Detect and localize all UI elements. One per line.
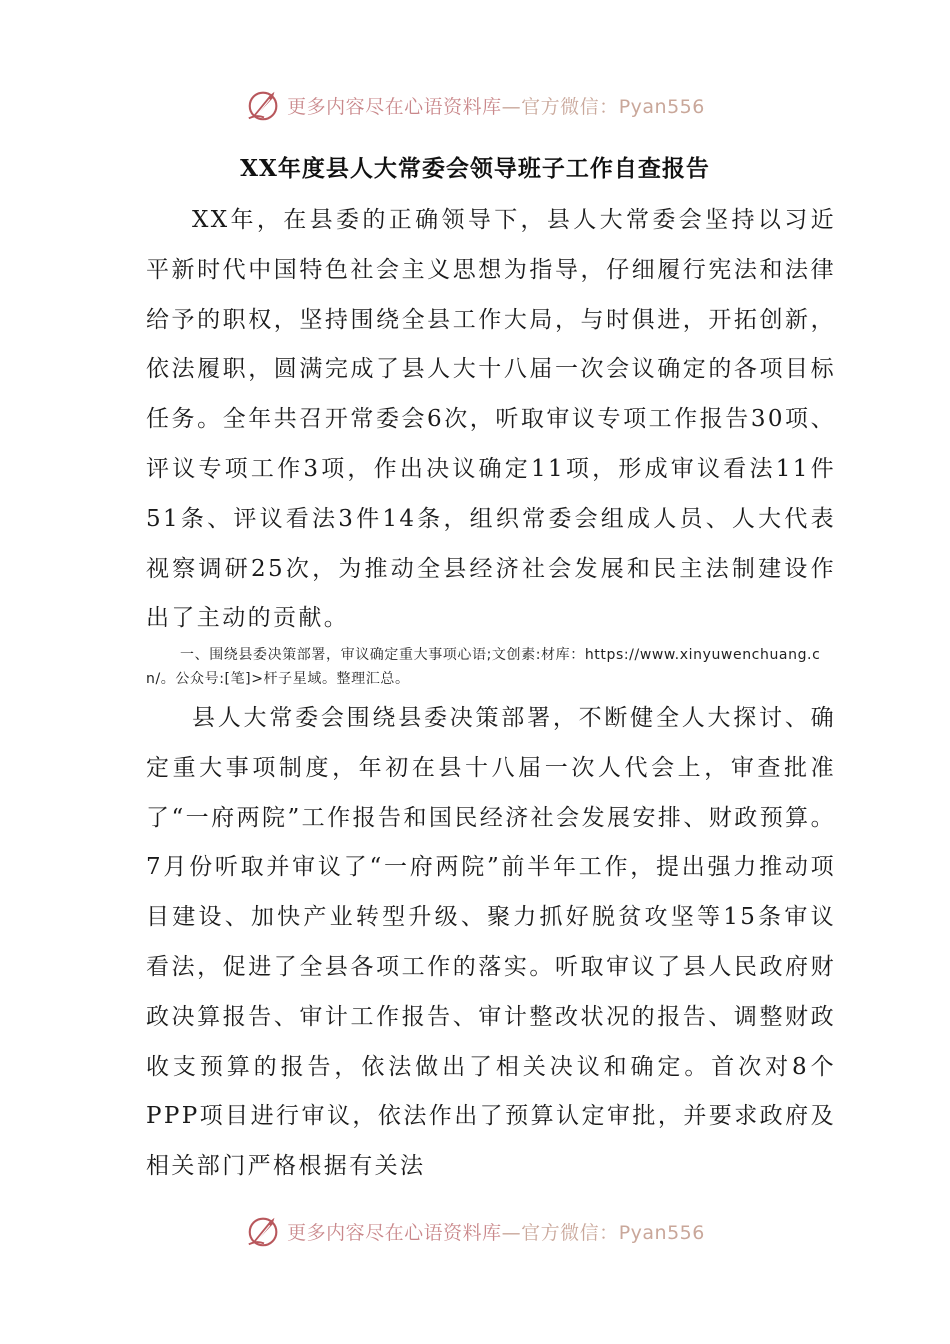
- body-paragraph-2: 县人大常委会围绕县委决策部署，不断健全人大探讨、确定重大事项制度，年初在县十八届一次人代会上，审查批准了“一府两院”工作报告和国民经济社会发展安排、财政预算。7月份听取并审议了“一府两院”前半年工作，提出强力推动项目建设、加快产业转型升级、聚力抓好脱贫攻坚等15条审议看法，促进了全县各项工作的落实。听取审议了县人民政府财政决算报告、审计工作报告、审计整改状况的报告、调整财政收支预算的报告，依法做出了相关决议和确定。首次对8个PPP项目进行审议，依法作出了预算认定审批，并要求政府及相关部门严格根据有关法: [146, 705, 836, 1180]
- banner-label: 官方微信：: [521, 1221, 619, 1244]
- banner-brand: 更多内容尽在心语资料库: [287, 1221, 502, 1244]
- section-heading-note: 一、围绕县委决策部署，审议确定重大事项心语;文创素:材库：https://www.xinyuwenchuang.cn/。公众号:[笔]>杆子星域。整理汇总。: [146, 647, 821, 687]
- banner-dash: —: [501, 95, 522, 118]
- banner-text: [287, 92, 705, 119]
- quill-pen-logo-icon: [245, 1212, 283, 1250]
- footer-banner: [0, 1206, 950, 1256]
- banner-brand: 更多内容尽在心语资料库: [287, 95, 502, 118]
- banner-wechat-id: Pyan556: [618, 1221, 705, 1244]
- header-banner: [0, 80, 950, 130]
- banner-text: [287, 1218, 705, 1245]
- banner-dash: —: [501, 1221, 522, 1244]
- document-title: XX年度县人大常委会领导班子工作自查报告: [240, 155, 710, 182]
- body-paragraph-1: XX年，在县委的正确领导下，县人大常委会坚持以习近平新时代中国特色社会主义思想为指导，仔细履行宪法和法律给予的职权，坚持围绕全县工作大局，与时俱进，开拓创新，依法履职，圆满完成了县人大十八届一次会议确定的各项目标任务。全年共召开常委会6次，听取审议专项工作报告30项、评议专项工作3项，作出决议确定11项，形成审议看法11件51条、评议看法3件14条，组织常委会组成人员、人大代表视察调研25次，为推动全县经济社会发展和民主法制建设作出了主动的贡献。: [146, 207, 836, 632]
- banner-label: 官方微信：: [521, 95, 619, 118]
- banner-wechat-id: Pyan556: [618, 95, 705, 118]
- quill-pen-logo-icon: [245, 86, 283, 124]
